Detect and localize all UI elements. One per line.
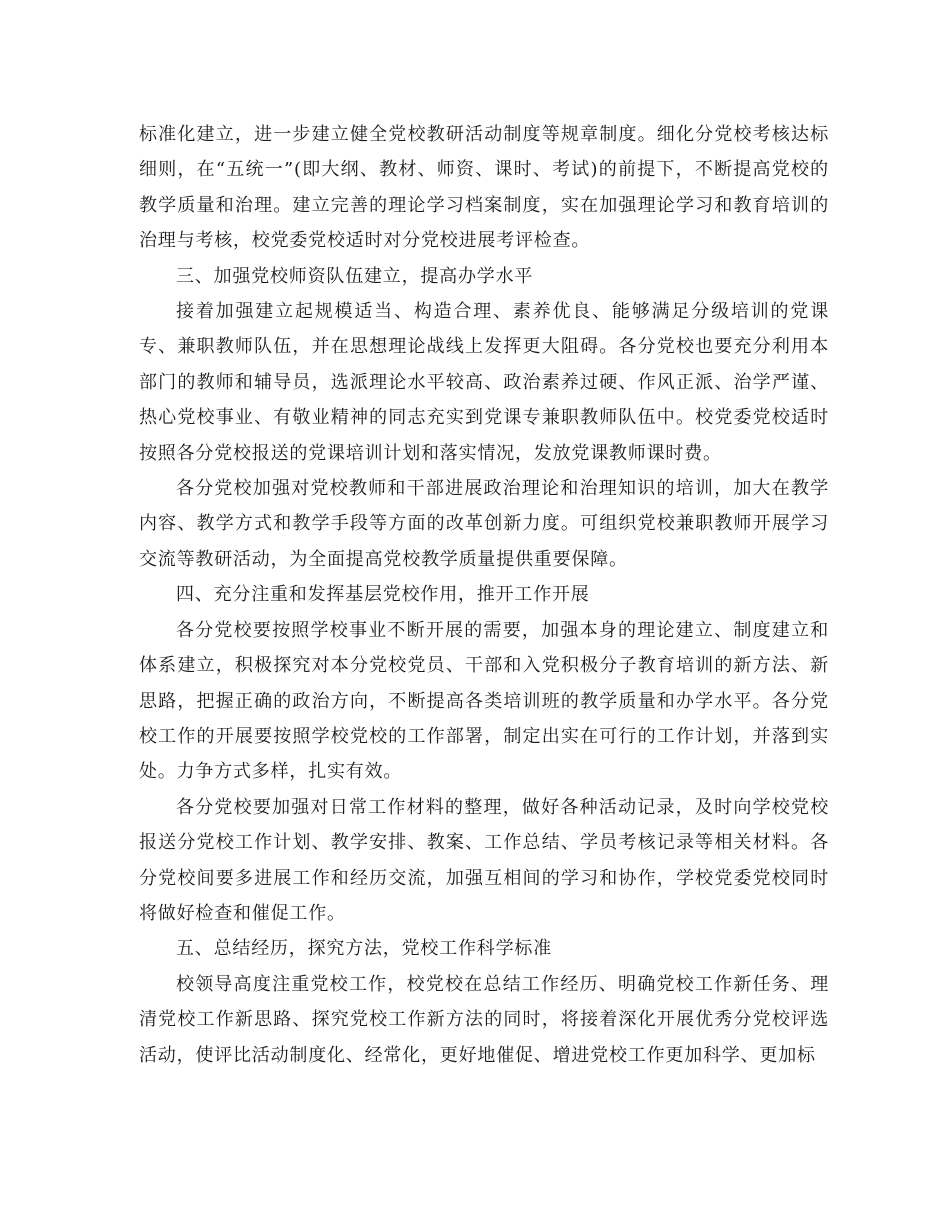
section-heading-3: 三、加强党校师资队伍建立，提高办学水平 [176,265,534,287]
section-heading-5: 五、总结经历，探究方法，党校工作科学标准 [176,938,552,960]
paragraph: 各分党校加强对党校教师和干部进展政治理论和治理知识的培训，加大在教学内容、教学方式和教学手段等方面的改革创新力度。可组织党校兼职教师开展学习交流等教研活动，为全面提高党校教学质量提供重要保障。 [139,478,829,570]
section-heading-4: 四、充分注重和发挥基层党校作用，推开工作开展 [176,584,590,606]
paragraph-continuation: 标准化建立，进一步建立健全党校教研活动制度等规章制度。细化分党校考核达标细则，在“五统一”(即大纲、教材、师资、课时、考试)的前提下，不断提高党校的教学质量和治理。建立完善的理论学习档案制度，实在加强理论学习和教育培训的治理与考核，校党委党校适时对分党校进展考评检查。 [139,124,829,252]
paragraph: 各分党校要按照学校事业不断开展的需要，加强本身的理论建立、制度建立和体系建立，积极探究对本分党校党员、干部和入党积极分子教育培训的新方法、新思路，把握正确的政治方向，不断提高各类培训班的教学质量和办学水平。各分党校工作的开展要按照学校党校的工作部署，制定出实在可行的工作计划，并落到实处。力争方式多样，扎实有效。 [139,619,829,783]
paragraph: 接着加强建立起规模适当、构造合理、素养优良、能够满足分级培训的党课专、兼职教师队伍，并在思想理论战线上发挥更大阻碍。各分党校也要充分利用本部门的教师和辅导员，选派理论水平较高、政治素养过硬、作风正派、治学严谨、热心党校事业、有敬业精神的同志充实到党课专兼职教师队伍中。校党委党校适时按照各分党校报送的党课培训计划和落实情况，发放党课教师课时费。 [139,301,829,464]
paragraph: 校领导高度注重党校工作，校党校在总结工作经历、明确党校工作新任务、理清党校工作新思路、探究党校工作新方法的同时，将接着深化开展优秀分党校评选活动，使评比活动制度化、经常化，更好地催促、增进党校工作更加科学、更加标 [139,973,829,1066]
document-body [139,117,829,1073]
paragraph: 各分党校要加强对日常工作材料的整理，做好各种活动记录，及时向学校党校报送分党校工作计划、教学安排、教案、工作总结、学员考核记录等相关材料。各分党校间要多进展工作和经历交流，加强互相间的学习和协作，学校党委党校同时将做好检查和催促工作。 [139,796,829,924]
